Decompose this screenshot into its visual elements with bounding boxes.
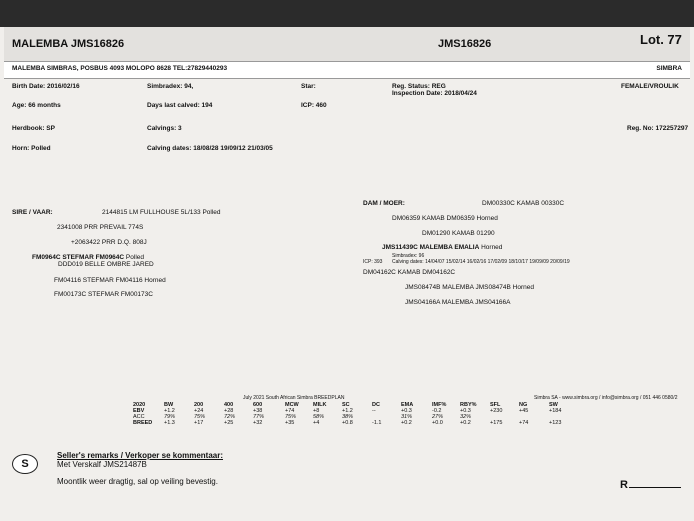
breedplan-cell-acc: 58% bbox=[313, 414, 325, 420]
breedplan-cell-acc: 79% bbox=[164, 414, 176, 420]
inspection-date: Inspection Date: 2018/04/24 bbox=[392, 90, 477, 97]
lot-number: Lot. 77 bbox=[640, 32, 682, 47]
breedplan-cell-acc: ACC bbox=[133, 414, 145, 420]
sex: FEMALE/VROULIK bbox=[621, 83, 679, 90]
top-frame bbox=[0, 0, 694, 27]
breedplan-cell-ebv: +45 bbox=[519, 408, 529, 414]
breedplan-cell-ebv: +8 bbox=[313, 408, 320, 414]
reg-status: Reg. Status: REG bbox=[392, 83, 446, 90]
breedplan-cell-acc: 75% bbox=[285, 414, 297, 420]
breedplan-cell-breed: +17 bbox=[194, 420, 204, 426]
breedplan-cell-breed: +1.3 bbox=[164, 420, 175, 426]
sire-dam-dam: FM04116 STEFMAR FM04116 Horned bbox=[54, 277, 166, 284]
herdbook: Herdbook: SP bbox=[12, 125, 55, 132]
breedplan-cell-columns: 600 bbox=[253, 402, 263, 408]
dam-dam-dam-dam: JMS04166A MALEMBA JMS04166A bbox=[405, 299, 511, 306]
dam-sire-sire: DM01290 KAMAB 01290 bbox=[422, 230, 495, 237]
breed-label: SIMBRA bbox=[656, 65, 682, 72]
breedplan-cell-columns: MCW bbox=[285, 402, 299, 408]
dam-dam-calving: Calving dates: 14/04/07 15/02/14 16/02/16 17/02/09 18/10/17 19/09/09 20/09/19 bbox=[392, 259, 570, 265]
breedplan-cell-breed: +4 bbox=[313, 420, 320, 426]
reg-no: Reg. No: 172257297 bbox=[627, 125, 689, 132]
breedplan-cell-columns: SFL bbox=[490, 402, 501, 408]
star: Star: bbox=[301, 83, 316, 90]
breedplan-cell-columns: EMA bbox=[401, 402, 414, 408]
breedplan-cell-acc: 32% bbox=[460, 414, 472, 420]
sire-dam-sire: DDD019 BELLE OMBRE JARED bbox=[58, 261, 154, 268]
sire-sire: 2341008 PRR PREVAIL 774S bbox=[57, 224, 144, 231]
breedplan-cell-acc: 77% bbox=[253, 414, 265, 420]
dam-dam bbox=[382, 244, 502, 251]
breedplan-cell-ebv: +0.3 bbox=[460, 408, 471, 414]
catalog-page bbox=[0, 27, 694, 521]
dam: DM00330C KAMAB 00330C bbox=[482, 200, 565, 207]
breedplan-cell-breed: +25 bbox=[224, 420, 234, 426]
sire-label: SIRE / VAAR: bbox=[12, 209, 53, 216]
days-last-calved: Days last calved: 194 bbox=[147, 102, 213, 109]
breedplan-cell-ebv: -- bbox=[372, 408, 376, 414]
breedplan-cell-ebv: EBV bbox=[133, 408, 145, 414]
breedplan-cell-ebv: +1.2 bbox=[164, 408, 175, 414]
sire-dam bbox=[32, 254, 144, 261]
breedplan-cell-columns: DC bbox=[372, 402, 380, 408]
animal-name: MALEMBA JMS16826 bbox=[12, 38, 125, 50]
r-underline bbox=[629, 487, 681, 488]
breedplan-cell-ebv: +1.2 bbox=[342, 408, 353, 414]
breedplan-cell-ebv: +230 bbox=[490, 408, 503, 414]
breedplan-cell-breed: +35 bbox=[285, 420, 295, 426]
breedplan-cell-columns: 200 bbox=[194, 402, 204, 408]
dam-dam-sire: DM04162C KAMAB DM04162C bbox=[363, 269, 456, 276]
breedplan-cell-acc: 72% bbox=[224, 414, 236, 420]
simbra-logo bbox=[12, 454, 38, 474]
remarks-line-2: Moontlik weer dragtig, sal op veiling bevestig. bbox=[57, 477, 218, 486]
breedplan-cell-ebv: +74 bbox=[285, 408, 295, 414]
breedplan-cell-ebv: +0.3 bbox=[401, 408, 412, 414]
breedplan-cell-acc: 75% bbox=[194, 414, 206, 420]
lot-header bbox=[4, 27, 690, 61]
breedplan-source: Simbra SA - www.simbra.org / info@simbra.org / 051 446 0580/2 bbox=[534, 395, 678, 401]
dam-dam-icp: ICP: 393 bbox=[363, 259, 383, 265]
breedplan-cell-columns: 400 bbox=[224, 402, 234, 408]
breedplan-cell-columns: BW bbox=[164, 402, 174, 408]
breedplan-cell-breed: +0.2 bbox=[460, 420, 471, 426]
breedplan-cell-columns: NG bbox=[519, 402, 528, 408]
sire: 2144815 LM FULLHOUSE 5L/133 Polled bbox=[102, 209, 221, 216]
calvings: Calvings: 3 bbox=[147, 125, 182, 132]
breedplan-cell-columns: SC bbox=[342, 402, 350, 408]
dam-dam-name: JMS11439C MALEMBA EMALIA bbox=[382, 244, 480, 251]
breedplan-cell-breed: +0.0 bbox=[432, 420, 443, 426]
breedplan-cell-breed: +175 bbox=[490, 420, 503, 426]
breedplan-cell-columns: SW bbox=[549, 402, 558, 408]
breedplan-cell-breed: +0.8 bbox=[342, 420, 353, 426]
sire-dam-note: Polled bbox=[125, 254, 144, 261]
breedplan-cell-columns: IMF% bbox=[432, 402, 447, 408]
breedplan-cell-breed: +74 bbox=[519, 420, 529, 426]
dam-label: DAM / MOER: bbox=[363, 200, 405, 207]
breedplan-cell-ebv: +184 bbox=[549, 408, 562, 414]
breedplan-cell-ebv: -0.2 bbox=[432, 408, 442, 414]
breedplan-cell-ebv: +24 bbox=[194, 408, 204, 414]
breedplan-title: July 2021 South African Simbra BREEDPLAN bbox=[243, 395, 345, 401]
remarks-line-1: Met Verskalf JMS21487B bbox=[57, 460, 147, 469]
sire-dam-name: FM0964C STEFMAR FM0964C bbox=[32, 254, 125, 261]
icp: ICP: 460 bbox=[301, 102, 327, 109]
breedplan-cell-ebv: +28 bbox=[224, 408, 234, 414]
dam-dam-dam: JMS08474B MALEMBA JMS08474B Horned bbox=[405, 284, 534, 291]
breedplan-cell-columns: MILK bbox=[313, 402, 327, 408]
sire-sire-sire: +2063422 PRR D.Q. 808J bbox=[71, 239, 147, 246]
breedplan-cell-breed: +123 bbox=[549, 420, 562, 426]
dam-dam-simbradex: Simbradex: 96 bbox=[392, 253, 425, 259]
breedplan-cell-columns: RBY% bbox=[460, 402, 477, 408]
breedplan-cell-columns: 2020 bbox=[133, 402, 146, 408]
breedplan-cell-acc: 38% bbox=[342, 414, 354, 420]
logo-letter: S bbox=[21, 458, 29, 470]
horn: Horn: Polled bbox=[12, 145, 51, 152]
breedplan-cell-acc: 31% bbox=[401, 414, 413, 420]
calving-dates: Calving dates: 18/08/28 19/09/12 21/03/05 bbox=[147, 145, 273, 152]
breedplan-cell-ebv: +38 bbox=[253, 408, 263, 414]
breedplan-cell-breed: +32 bbox=[253, 420, 263, 426]
breedplan-cell-breed: +0.2 bbox=[401, 420, 412, 426]
birth-date: Birth Date: 2016/02/16 bbox=[12, 83, 80, 90]
age: Age: 66 months bbox=[12, 102, 61, 109]
r-label: R bbox=[620, 479, 628, 491]
breedplan-cell-breed: BREED bbox=[133, 420, 153, 426]
owner-bar bbox=[4, 61, 690, 79]
simbradex: Simbradex: 94, bbox=[147, 83, 194, 90]
owner-details: MALEMBA SIMBRAS, POSBUS 4093 MOLOPO 8628 TEL:27829440293 bbox=[12, 65, 228, 72]
remarks-heading: Seller's remarks / Verkoper se kommentaar: bbox=[57, 451, 223, 460]
breedplan-cell-breed: -1.1 bbox=[372, 420, 382, 426]
dam-dam-note: Horned bbox=[481, 244, 503, 251]
breedplan-cell-acc: 27% bbox=[432, 414, 444, 420]
dam-sire: DM06359 KAMAB DM06359 Horned bbox=[392, 215, 498, 222]
animal-id: JMS16826 bbox=[438, 38, 492, 50]
sire-dam-dam-dam: FM00173C STEFMAR FM00173C bbox=[54, 291, 153, 298]
